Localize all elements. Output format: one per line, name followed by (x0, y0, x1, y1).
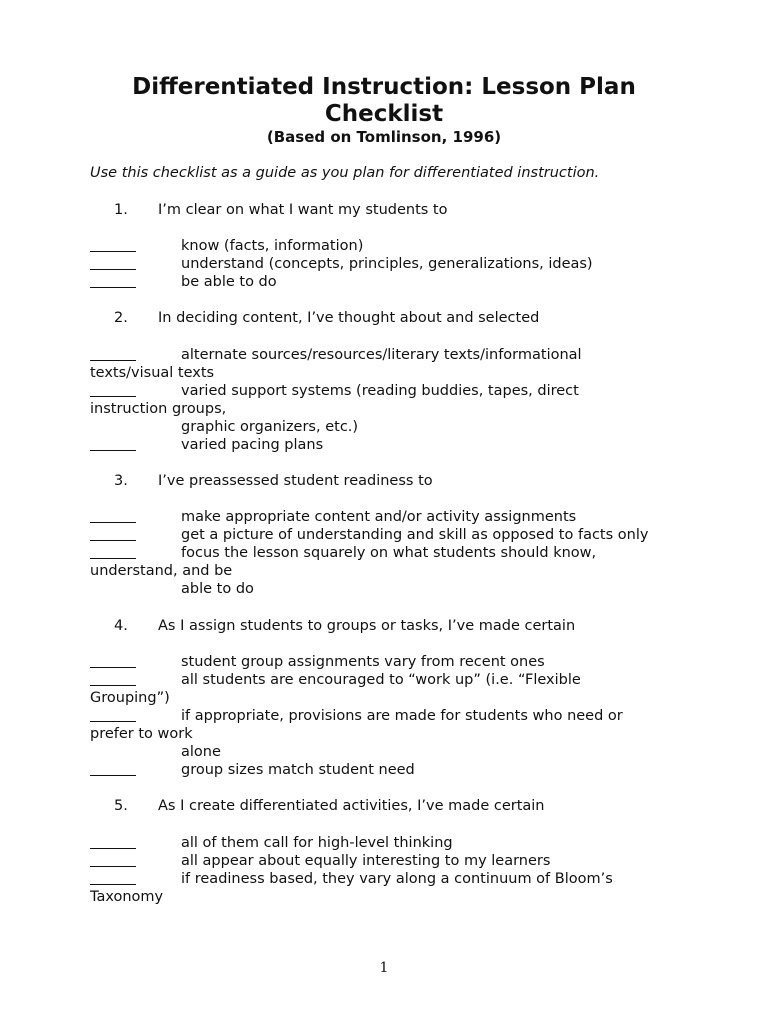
item-text: alternate sources/resources/literary texts/informational (181, 347, 582, 363)
checkbox-blank[interactable] (90, 436, 136, 451)
checkbox-blank[interactable] (90, 852, 136, 867)
section-heading: In deciding content, I’ve thought about and selected (158, 310, 540, 326)
item-text: be able to do (181, 274, 277, 290)
item-text: get a picture of understanding and skill as opposed to facts only (181, 527, 649, 543)
checklist-item (90, 526, 180, 546)
checklist-item (90, 870, 180, 890)
item-wrap-text: Taxonomy (90, 889, 164, 905)
item-text: know (facts, information) (181, 238, 364, 254)
checkbox-blank[interactable] (90, 834, 136, 849)
section-number: 1. (114, 202, 128, 218)
section-heading: As I create differentiated activities, I’ve made certain (158, 798, 545, 814)
checklist-item (90, 237, 180, 257)
checkbox-blank[interactable] (90, 273, 136, 288)
item-text: all appear about equally interesting to my learners (181, 853, 551, 869)
section-number: 5. (114, 798, 128, 814)
checklist-item (90, 852, 180, 872)
item-text: make appropriate content and/or activity assignments (181, 509, 577, 525)
section-number: 2. (114, 310, 128, 326)
document-subtitle: (Based on Tomlinson, 1996) (266, 128, 502, 146)
item-text: focus the lesson squarely on what students should know, (181, 545, 597, 561)
item-text: varied pacing plans (181, 437, 324, 453)
checkbox-blank[interactable] (90, 544, 136, 559)
item-text: varied support systems (reading buddies, tapes, direct (181, 383, 579, 399)
checklist-item (90, 544, 180, 564)
checklist-item (90, 436, 180, 456)
section-heading: As I assign students to groups or tasks, I’ve made certain (158, 618, 576, 634)
checkbox-blank[interactable] (90, 870, 136, 885)
intro-text: Use this checklist as a guide as you plan for differentiated instruction. (90, 165, 600, 181)
checkbox-blank[interactable] (90, 382, 136, 397)
item-wrap-text: alone (181, 744, 221, 760)
section-heading: I’m clear on what I want my students to (158, 202, 448, 218)
section-heading: I’ve preassessed student readiness to (158, 473, 433, 489)
checkbox-blank[interactable] (90, 526, 136, 541)
checkbox-blank[interactable] (90, 653, 136, 668)
checklist-item (90, 671, 180, 691)
checklist-item (90, 707, 180, 727)
checkbox-blank[interactable] (90, 237, 136, 252)
checkbox-blank[interactable] (90, 508, 136, 523)
checklist-item (90, 508, 180, 528)
item-text: if readiness based, they vary along a continuum of Bloom’s (181, 871, 613, 887)
item-wrap-text: graphic organizers, etc.) (181, 419, 359, 435)
item-wrap-text: texts/visual texts (90, 365, 215, 381)
checklist-item (90, 346, 180, 366)
checkbox-blank[interactable] (90, 761, 136, 776)
checkbox-blank[interactable] (90, 346, 136, 361)
item-wrap-text: prefer to work (90, 726, 193, 742)
section-number: 4. (114, 618, 128, 634)
checklist-item (90, 653, 180, 673)
item-wrap-text: able to do (181, 581, 254, 597)
checklist-item (90, 273, 180, 293)
page-number: 1 (379, 960, 389, 976)
checklist-item (90, 382, 180, 402)
item-text: group sizes match student need (181, 762, 415, 778)
item-text: all students are encouraged to “work up” (i.e. “Flexible (181, 672, 581, 688)
item-text: if appropriate, provisions are made for students who need or (181, 708, 623, 724)
checkbox-blank[interactable] (90, 671, 136, 686)
checklist-item (90, 834, 180, 854)
section-number: 3. (114, 473, 128, 489)
item-text: all of them call for high-level thinking (181, 835, 453, 851)
checklist-item (90, 761, 180, 781)
document-title: Differentiated Instruction: Lesson Plan Checklist (132, 74, 636, 127)
item-text: understand (concepts, principles, generalizations, ideas) (181, 256, 593, 272)
item-wrap-text: understand, and be (90, 563, 233, 579)
item-wrap-text: Grouping”) (90, 690, 170, 706)
checklist-item (90, 255, 180, 275)
checkbox-blank[interactable] (90, 255, 136, 270)
item-wrap-text: instruction groups, (90, 401, 227, 417)
checkbox-blank[interactable] (90, 707, 136, 722)
item-text: student group assignments vary from recent ones (181, 654, 545, 670)
